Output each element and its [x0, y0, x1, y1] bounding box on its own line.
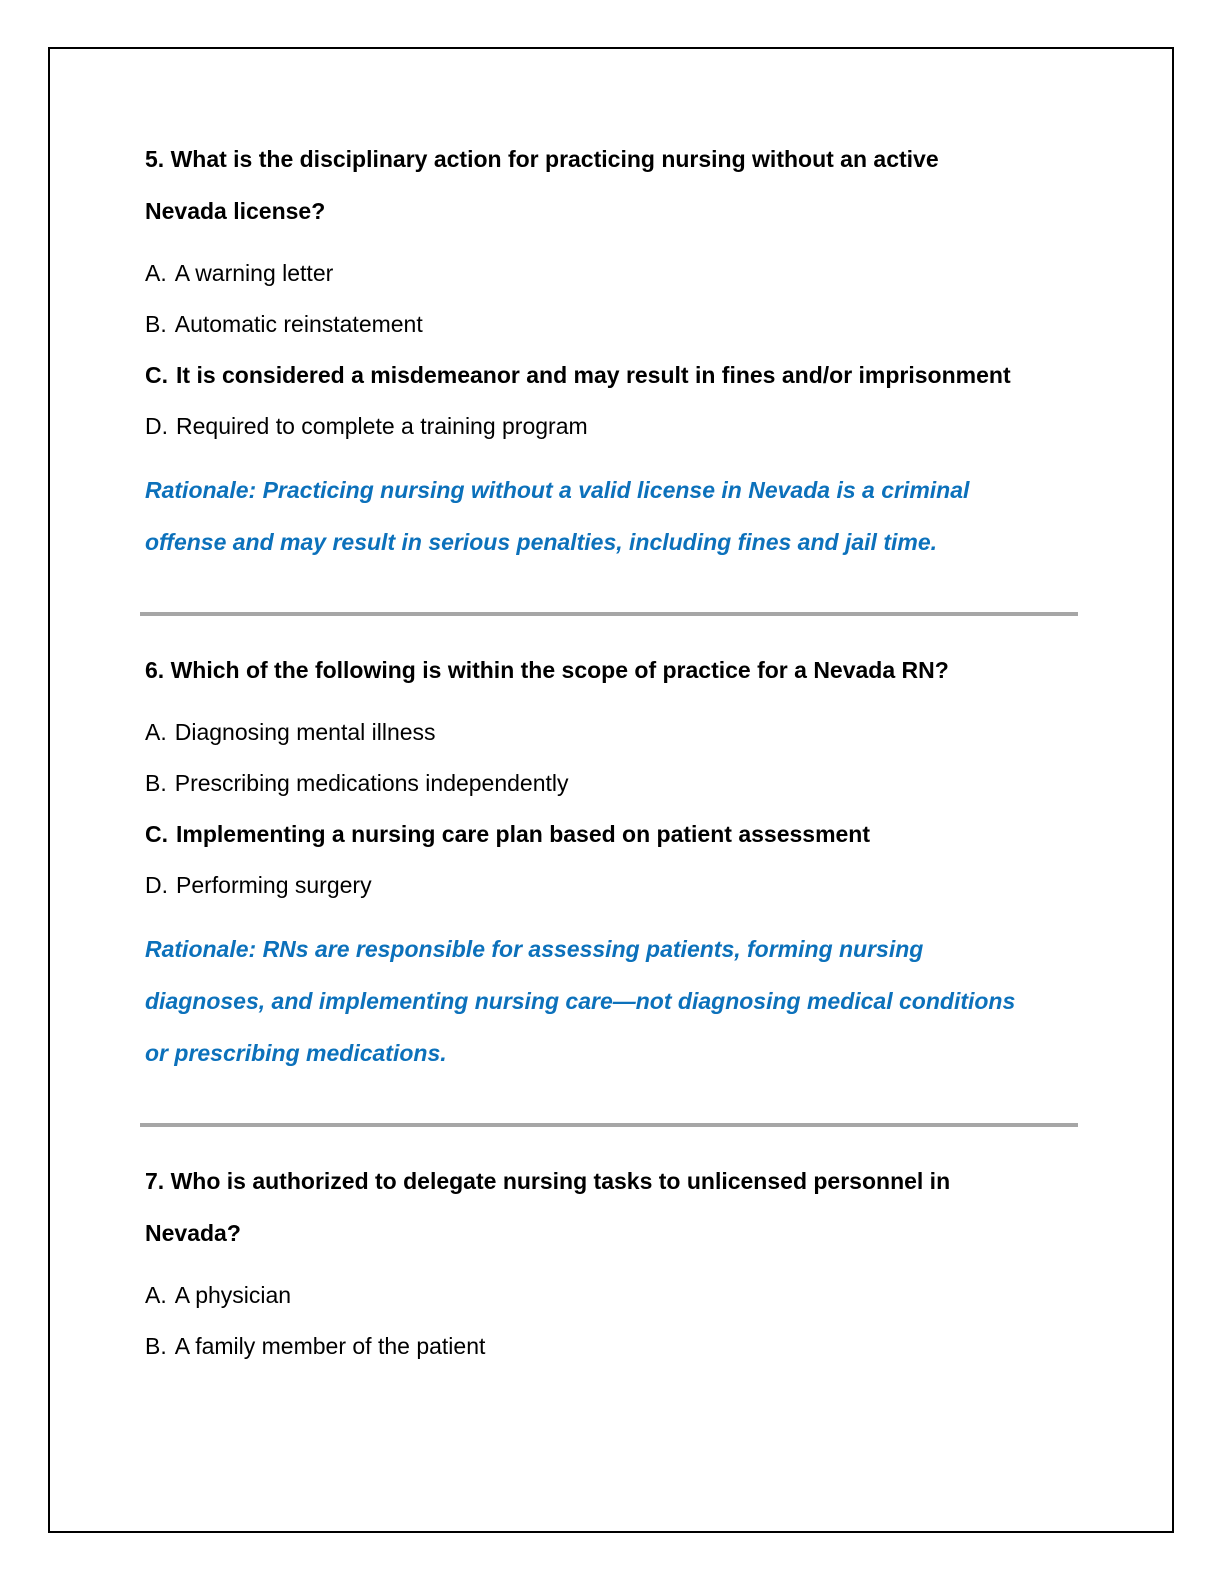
question-title	[145, 644, 1083, 696]
option-text: Diagnosing mental illness	[174, 719, 436, 745]
rationale-line: diagnoses, and implementing nursing care—not diagnosing medical conditions	[145, 988, 1016, 1014]
option-text: Implementing a nursing care plan based on patient assessment	[176, 821, 871, 847]
question-title	[145, 133, 1083, 237]
option-b	[145, 758, 1083, 809]
option-label: A.	[145, 1282, 167, 1308]
question-5	[145, 133, 1083, 568]
rationale-line: offense and may result in serious penalties, including fines and jail time.	[145, 529, 937, 555]
option-label: A.	[145, 719, 167, 745]
question-6	[145, 644, 1083, 1079]
option-text: Performing surgery	[176, 872, 372, 898]
option-text: Automatic reinstatement	[174, 311, 423, 337]
option-a	[145, 1270, 1083, 1321]
options-list	[145, 707, 1083, 911]
option-a	[145, 707, 1083, 758]
option-label: B.	[145, 1333, 167, 1359]
question-title-line: 6. Which of the following is within the scope of practice for a Nevada RN?	[145, 657, 949, 683]
question-title-line: 7. Who is authorized to delegate nursing tasks to unlicensed personnel in	[145, 1168, 951, 1194]
option-c-correct	[145, 350, 1083, 401]
option-d	[145, 401, 1083, 452]
option-text: A warning letter	[174, 260, 334, 286]
section-divider	[140, 1123, 1078, 1127]
option-text: Required to complete a training program	[176, 413, 588, 439]
question-7	[145, 1155, 1083, 1372]
rationale	[145, 923, 1083, 1079]
option-text: Prescribing medications independently	[174, 770, 569, 796]
option-c-correct	[145, 809, 1083, 860]
rationale-line: or prescribing medications.	[145, 1040, 447, 1066]
section-divider	[140, 612, 1078, 616]
option-b	[145, 299, 1083, 350]
page-content	[145, 133, 1083, 1372]
option-label: D.	[145, 413, 168, 439]
option-text: A family member of the patient	[174, 1333, 486, 1359]
option-a	[145, 248, 1083, 299]
question-title-line: 5. What is the disciplinary action for practicing nursing without an active	[145, 146, 939, 172]
option-d	[145, 860, 1083, 911]
question-title-line: Nevada?	[145, 1220, 241, 1246]
question-title	[145, 1155, 1083, 1259]
option-text: It is considered a misdemeanor and may result in fines and/or imprisonment	[176, 362, 1011, 388]
options-list	[145, 1270, 1083, 1372]
rationale	[145, 464, 1083, 568]
option-label: B.	[145, 770, 167, 796]
option-label: D.	[145, 872, 168, 898]
option-label: B.	[145, 311, 167, 337]
option-label: C.	[145, 362, 168, 388]
question-title-line: Nevada license?	[145, 198, 326, 224]
rationale-line: Rationale: Practicing nursing without a valid license in Nevada is a criminal	[145, 477, 970, 503]
option-label: A.	[145, 260, 167, 286]
options-list	[145, 248, 1083, 452]
option-label: C.	[145, 821, 168, 847]
option-b	[145, 1321, 1083, 1372]
option-text: A physician	[174, 1282, 292, 1308]
rationale-line: Rationale: RNs are responsible for assessing patients, forming nursing	[145, 936, 924, 962]
